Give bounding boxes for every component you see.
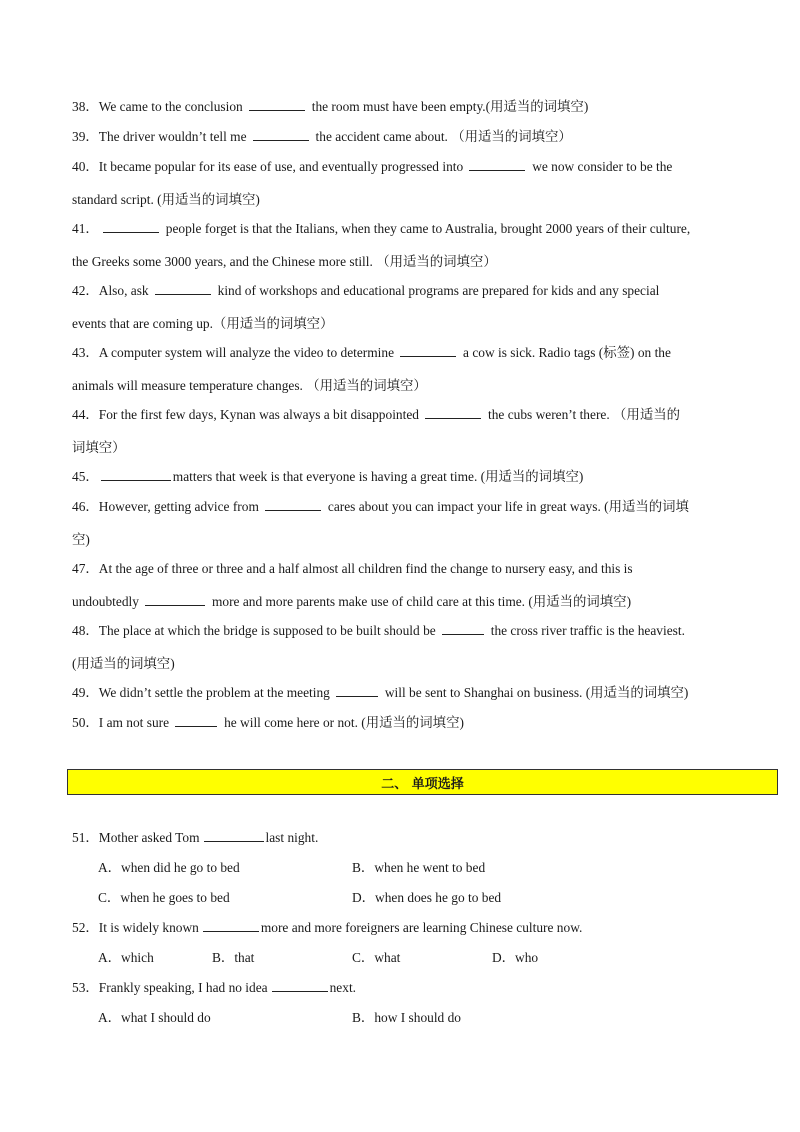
section-header-multiple-choice <box>67 769 778 795</box>
question-number: 50． <box>72 715 99 730</box>
question-text: a cow is sick. Radio tags (标签) on the <box>463 345 671 360</box>
options-52 <box>98 942 748 973</box>
question-text: standard script. (用适当的词填空) <box>72 192 260 207</box>
answer-blank[interactable] <box>203 921 259 932</box>
answer-blank[interactable] <box>253 130 309 141</box>
question-text: more and more parents make use of child care at this time. (用适当的词填空) <box>211 594 632 609</box>
question-text: The driver wouldn’t tell me <box>98 129 247 144</box>
question-39 <box>72 121 722 152</box>
answer-blank[interactable] <box>469 160 525 171</box>
question-41 <box>72 213 722 277</box>
answer-blank[interactable] <box>336 686 378 697</box>
option-c[interactable]: C．when he goes to bed <box>98 890 230 905</box>
answer-blank[interactable] <box>442 624 484 635</box>
question-text: he will come here or not. (用适当的词填空) <box>224 715 464 730</box>
question-number: 43． <box>72 345 99 360</box>
question-text: (用适当的词填空) <box>72 656 175 671</box>
question-text: 空) <box>72 532 90 547</box>
question-number: 46． <box>72 499 99 514</box>
question-45 <box>72 461 722 492</box>
question-number: 52． <box>72 920 99 935</box>
answer-blank[interactable] <box>175 716 217 727</box>
answer-blank[interactable] <box>265 500 321 511</box>
question-number: 41． <box>72 221 99 236</box>
question-number: 49． <box>72 685 99 700</box>
option-d[interactable]: D．who <box>492 950 539 965</box>
question-text: At the age of three or three and a half almost all children find the change to nursery easy, and this is <box>98 561 633 576</box>
option-b[interactable]: B．when he went to bed <box>352 860 486 875</box>
question-text: the room must have been empty.(用适当的词填空) <box>311 99 589 114</box>
option-c[interactable]: C．what <box>352 950 401 965</box>
section-title: 二、 单项选择 <box>381 776 464 792</box>
question-text: events that are coming up.（用适当的词填空） <box>72 316 334 331</box>
question-47 <box>72 553 722 617</box>
question-text: the Greeks some 3000 years, and the Chinese more still. （用适当的词填空） <box>72 254 497 269</box>
answer-blank[interactable] <box>101 470 171 481</box>
question-42 <box>72 275 722 339</box>
question-49 <box>72 677 722 708</box>
question-52 <box>72 912 722 943</box>
question-text: We didn’t settle the problem at the meeting <box>98 685 330 700</box>
question-text: will be sent to Shanghai on business. (用适当的词填空) <box>384 685 689 700</box>
question-50 <box>72 707 722 738</box>
question-text: animals will measure temperature changes. （用适当的词填空） <box>72 378 427 393</box>
answer-blank[interactable] <box>145 595 205 606</box>
question-number: 40． <box>72 159 99 174</box>
options-53 <box>98 1002 748 1033</box>
question-number: 42． <box>72 283 99 298</box>
options-51-row-2 <box>98 882 748 913</box>
answer-blank[interactable] <box>103 222 159 233</box>
question-text: the cross river traffic is the heaviest. <box>490 623 685 638</box>
question-number: 47． <box>72 561 99 576</box>
question-number: 38． <box>72 99 99 114</box>
question-number: 51． <box>72 830 99 845</box>
question-text: kind of workshops and educational programs are prepared for kids and any special <box>217 283 660 298</box>
question-text: It became popular for its ease of use, and eventually progressed into <box>98 159 464 174</box>
question-text: It is widely known <box>98 920 199 935</box>
question-text: We came to the conclusion <box>98 99 243 114</box>
question-number: 45． <box>72 469 99 484</box>
option-d[interactable]: D．when does he go to bed <box>352 890 502 905</box>
answer-blank[interactable] <box>204 831 264 842</box>
option-b[interactable]: B．how I should do <box>352 1010 461 1025</box>
question-text: undoubtedly <box>72 594 139 609</box>
question-text: 词填空） <box>72 440 126 455</box>
question-text: we now consider to be the <box>532 159 673 174</box>
option-a[interactable]: A．which <box>98 950 154 965</box>
question-text: people forget is that the Italians, when they came to Australia, brought 2000 years of their culture, <box>165 221 691 236</box>
question-text: Mother asked Tom <box>98 830 200 845</box>
answer-blank[interactable] <box>425 408 481 419</box>
question-38 <box>72 91 722 122</box>
question-text: I am not sure <box>98 715 170 730</box>
option-a[interactable]: A．what I should do <box>98 1010 211 1025</box>
question-text: Also, ask <box>98 283 149 298</box>
question-number: 53． <box>72 980 99 995</box>
question-text: Frankly speaking, I had no idea <box>98 980 268 995</box>
option-b[interactable]: B．that <box>212 950 255 965</box>
question-number: 39． <box>72 129 99 144</box>
question-text: the cubs weren’t there. （用适当的 <box>487 407 680 422</box>
question-40 <box>72 151 722 215</box>
question-text: However, getting advice from <box>98 499 259 514</box>
question-44 <box>72 399 722 463</box>
question-text: cares about you can impact your life in great ways. (用适当的词填 <box>327 499 689 514</box>
question-text: The place at which the bridge is supposed to be built should be <box>98 623 436 638</box>
question-text: more and more foreigners are learning Chinese culture now. <box>260 920 583 935</box>
question-text: the accident came about. （用适当的词填空） <box>315 129 572 144</box>
question-53 <box>72 972 722 1003</box>
answer-blank[interactable] <box>155 284 211 295</box>
question-text: matters that week is that everyone is having a great time. (用适当的词填空) <box>172 469 584 484</box>
options-51-row-1 <box>98 852 748 883</box>
question-text: A computer system will analyze the video to determine <box>98 345 395 360</box>
question-46 <box>72 491 722 555</box>
answer-blank[interactable] <box>272 981 328 992</box>
option-a[interactable]: A．when did he go to bed <box>98 860 240 875</box>
question-51 <box>72 822 722 853</box>
answer-blank[interactable] <box>249 100 305 111</box>
question-text: last night. <box>265 830 319 845</box>
question-text: next. <box>329 980 357 995</box>
question-43 <box>72 337 722 401</box>
question-number: 44． <box>72 407 99 422</box>
question-48 <box>72 615 722 679</box>
question-text: For the first few days, Kynan was always a bit disappointed <box>98 407 419 422</box>
question-number: 48． <box>72 623 99 638</box>
answer-blank[interactable] <box>400 346 456 357</box>
